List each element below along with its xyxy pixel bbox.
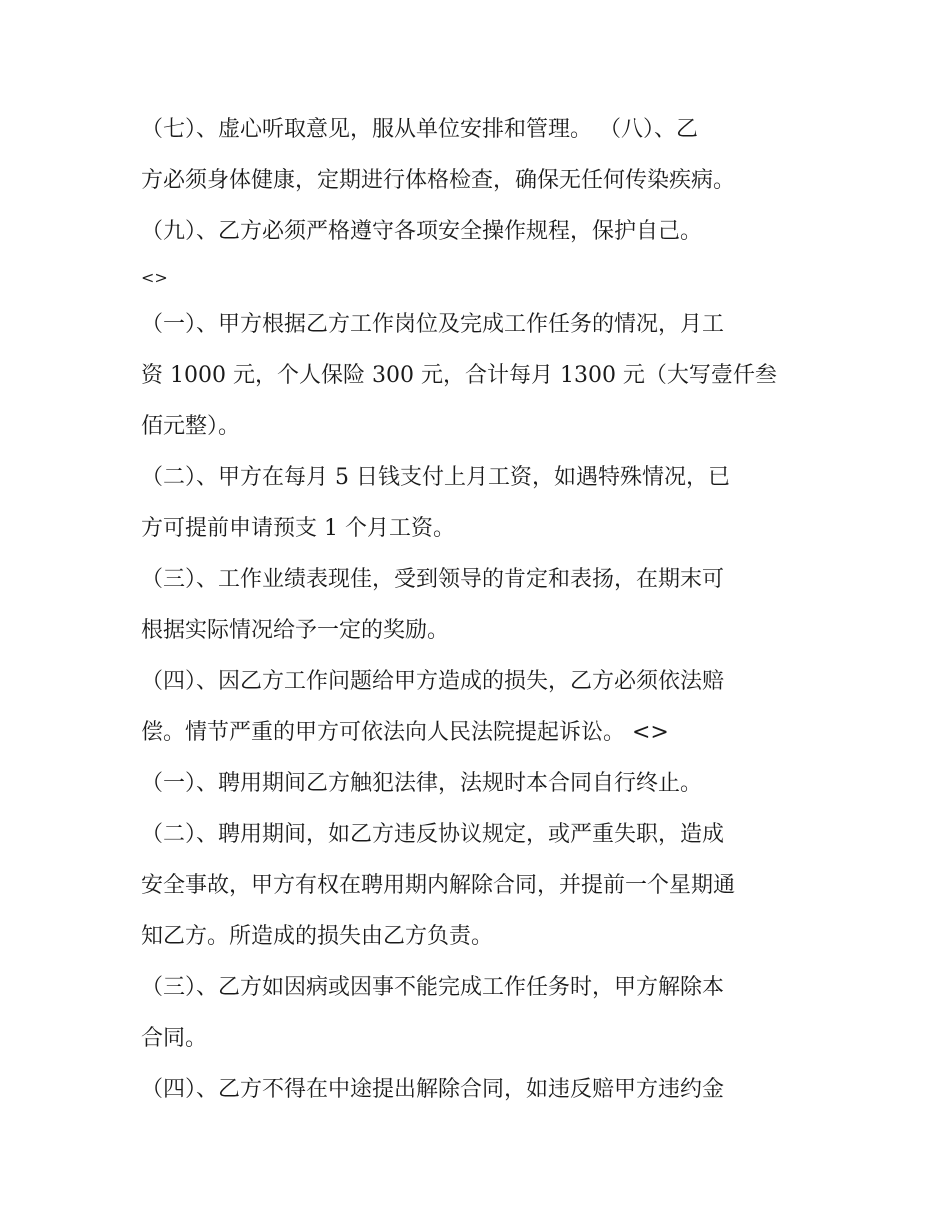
text-line: 佰元整）。: [141, 414, 241, 439]
document-body: [141, 104, 816, 1115]
text-line: （四）、因乙方工作问题给甲方造成的损失，乙方必须依法赔: [141, 669, 725, 694]
text-line: 资 1000 元，个人保险 300 元，合计每月 1300 元（大写壹仟叁: [141, 363, 777, 388]
text-line: 方可提前申请预支 1 个月工资。: [141, 516, 455, 541]
text-line: （三）、乙方如因病或因事不能完成工作任务时，甲方解除本: [141, 975, 725, 1000]
text-line: （七）、虚心听取意见，服从单位安排和管理。 （八）、乙: [141, 117, 698, 142]
text-line: （二）、聘用期间，如乙方违反协议规定，或严重失职，造成: [141, 822, 725, 847]
text-line: （九）、乙方必须严格遵守各项安全操作规程，保护自己。: [141, 219, 703, 244]
text-line: （一）、聘用期间乙方触犯法律，法规时本合同自行终止。: [141, 771, 703, 796]
text-line: 偿。情节严重的甲方可依法向人民法院提起诉讼。 <>: [141, 720, 669, 745]
text-line: （四）、乙方不得在中途提出解除合同，如违反赔甲方违约金: [141, 1077, 725, 1102]
text-line: 知乙方。所造成的损失由乙方负责。: [141, 924, 494, 949]
text-line: （二）、甲方在每月 5 日钱支付上月工资，如遇特殊情况，已: [141, 465, 730, 490]
text-line: （三）、工作业绩表现佳，受到领导的肯定和表扬，在期末可: [141, 567, 725, 592]
text-line: 安全事故，甲方有权在聘用期内解除合同，并提前一个星期通: [141, 873, 736, 898]
text-line: <>: [141, 268, 168, 287]
text-line: （一）、甲方根据乙方工作岗位及完成工作任务的情况，月工: [141, 312, 725, 337]
text-line: 方必须身体健康，定期进行体格检查，确保无任何传染疾病。: [141, 168, 736, 193]
text-line: 合同。: [141, 1026, 208, 1051]
text-line: 根据实际情况给予一定的奖励。: [141, 618, 450, 643]
